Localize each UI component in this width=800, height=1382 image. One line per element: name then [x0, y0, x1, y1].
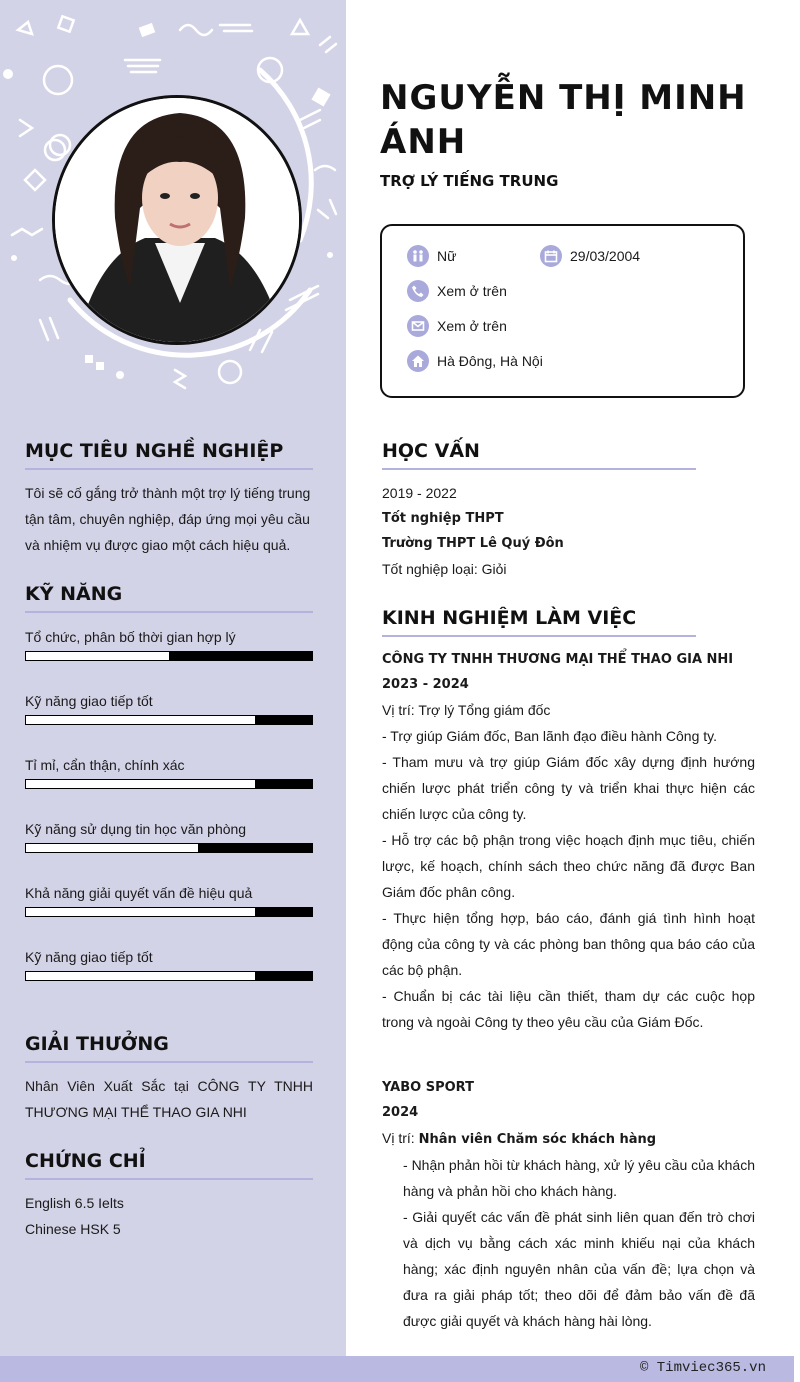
candidate-name: NGUYỄN THỊ MINH ÁNH	[380, 78, 747, 162]
certificates-title: CHỨNG CHỈ	[25, 1150, 146, 1172]
skill-bar	[25, 715, 313, 725]
company-name: CÔNG TY TNHH THƯƠNG MẠI THỂ THAO GIA NHI	[382, 652, 734, 667]
skill-bar-fill	[26, 780, 255, 788]
email-icon	[407, 315, 429, 337]
skills-section	[25, 583, 313, 1011]
skill-bar	[25, 651, 313, 661]
awards-section	[25, 1033, 313, 1125]
divider	[25, 611, 313, 613]
skill-bar-fill	[26, 652, 169, 660]
job-duty: - Tham mưu và trợ giúp Giám đốc xây dựng định hướng chiến lược phát triển công ty và triển khai thực hiện các chiến lược của công ty.	[382, 754, 755, 822]
position-label: Vị trí:	[382, 1130, 419, 1146]
skill-item	[25, 691, 313, 725]
education-degree: Tốt nghiệp THPT	[382, 511, 504, 526]
skill-item	[25, 947, 313, 981]
address-row	[407, 350, 543, 372]
position-label: Vị trí:	[382, 702, 419, 718]
dob-row	[540, 245, 640, 267]
skill-name: Kỹ năng sử dụng tin học văn phòng	[25, 821, 247, 837]
objective-title: MỤC TIÊU NGHỀ NGHIỆP	[25, 440, 284, 462]
education-period: 2019 - 2022	[382, 485, 457, 501]
job-period: 2024	[382, 1105, 419, 1120]
skill-name: Kỹ năng giao tiếp tốt	[25, 693, 153, 709]
email-value: Xem ở trên	[437, 318, 507, 334]
calendar-icon	[540, 245, 562, 267]
phone-row	[407, 280, 507, 302]
skill-bar	[25, 779, 313, 789]
objective-text: Tôi sẽ cố gắng trở thành một trợ lý tiếng trung tận tâm, chuyên nghiệp, đáp ứng mọi yêu cầu và nhiệm vụ được giao một cách hiệu quả.	[25, 485, 311, 553]
certificate-item: English 6.5 Ielts	[25, 1195, 124, 1211]
footer	[0, 1356, 794, 1382]
skill-bar	[25, 971, 313, 981]
job-duty: - Giải quyết các vấn đề phát sinh liên quan đến trò chơi và dịch vụ bằng cách xác minh khiếu nại của khách hàng; xác định nguyên nhân của vấn đề; lựa chọn và đưa ra giải pháp tốt; theo dõi để đảm bảo vấn đề đã được giải quyết và khách hàng hài lòng.	[403, 1209, 755, 1329]
dob-value: 29/03/2004	[570, 248, 641, 264]
footer-copyright: © Timviec365.vn	[639, 1360, 766, 1376]
address-value: Hà Đông, Hà Nội	[437, 353, 543, 369]
phone-icon	[407, 280, 429, 302]
awards-title: GIẢI THƯỞNG	[25, 1033, 169, 1055]
profile-photo	[52, 95, 302, 345]
gender-icon	[407, 245, 429, 267]
job-position	[382, 1125, 755, 1152]
skill-name: Tổ chức, phân bố thời gian hợp lý	[25, 629, 236, 645]
skill-item	[25, 883, 313, 917]
job-duty: - Nhận phản hồi từ khách hàng, xử lý yêu cầu của khách hàng và phản hồi cho khách hàng.	[403, 1157, 755, 1199]
job-period: 2023 - 2024	[382, 677, 469, 692]
divider	[25, 1178, 313, 1180]
skill-bar	[25, 843, 313, 853]
education-section	[382, 440, 755, 582]
awards-text: Nhân Viên Xuất Sắc tại CÔNG TY TNHH THƯƠNG MẠI THỂ THAO GIA NHI	[25, 1078, 313, 1120]
avatar	[55, 98, 302, 345]
sidebar	[0, 0, 346, 1356]
divider	[382, 635, 696, 637]
education-title: HỌC VẤN	[382, 440, 480, 462]
skill-bar-fill	[26, 844, 198, 852]
certificate-item: Chinese HSK 5	[25, 1221, 121, 1237]
divider	[25, 468, 313, 470]
skill-item	[25, 627, 313, 661]
skill-name: Tỉ mỉ, cẩn thận, chính xác	[25, 757, 185, 773]
job-entry	[382, 1075, 755, 1334]
job-entry	[382, 647, 755, 1035]
divider	[25, 1061, 313, 1063]
phone-value: Xem ở trên	[437, 283, 507, 299]
job-position	[382, 697, 755, 723]
skill-name: Khả năng giải quyết vấn đề hiệu quả	[25, 885, 253, 901]
skills-title: KỸ NĂNG	[25, 583, 123, 605]
job-duty: - Chuẩn bị các tài liệu cần thiết, tham dự các cuộc họp trong và ngoài Công ty theo yêu cầu của Giám Đốc.	[382, 988, 755, 1030]
skill-bar	[25, 907, 313, 917]
divider	[382, 468, 696, 470]
objective-section	[25, 440, 313, 558]
gender-value: Nữ	[437, 248, 457, 264]
gender-row	[407, 245, 456, 267]
skill-bar-fill	[26, 716, 255, 724]
company-name: YABO SPORT	[382, 1080, 474, 1095]
skill-bar-fill	[26, 972, 255, 980]
education-note: Tốt nghiệp loại: Giỏi	[382, 561, 507, 577]
job-duty: - Trợ giúp Giám đốc, Ban lãnh đạo điều hành Công ty.	[382, 728, 718, 744]
skill-bar-fill	[26, 908, 255, 916]
skill-item	[25, 819, 313, 853]
position-value: Trợ lý Tổng giám đốc	[418, 702, 551, 718]
skill-item	[25, 755, 313, 789]
experience-section	[382, 607, 755, 1334]
experience-title: KINH NGHIỆM LÀM VIỆC	[382, 607, 637, 629]
job-title: TRỢ LÝ TIẾNG TRUNG	[380, 172, 559, 190]
contact-box	[380, 224, 745, 398]
job-duty: - Hỗ trợ các bộ phận trong việc hoạch định mục tiêu, chiến lược, kế hoạch, chính sách theo chức năng đã được Ban Giám đốc phân công.	[382, 832, 755, 900]
certificates-section	[25, 1150, 313, 1242]
email-row	[407, 315, 507, 337]
position-value: Nhân viên Chăm sóc khách hàng	[418, 1132, 657, 1147]
skill-name: Kỹ năng giao tiếp tốt	[25, 949, 153, 965]
job-duty: - Thực hiện tổng hợp, báo cáo, đánh giá tình hình hoạt động của công ty và các phòng ban thông qua báo cáo của các bộ phận.	[382, 910, 755, 978]
education-school: Trường THPT Lê Quý Đôn	[382, 536, 564, 551]
home-icon	[407, 350, 429, 372]
